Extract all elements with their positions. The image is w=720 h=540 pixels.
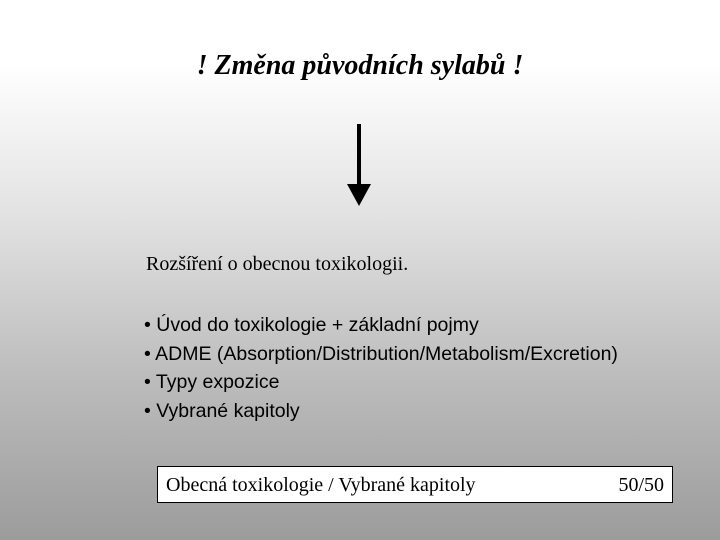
footer-label: Obecná toxikologie / Vybrané kapitoly (166, 474, 476, 496)
down-arrow-icon (344, 124, 374, 206)
bullet-item: • Typy expozice (144, 371, 280, 393)
intro-text: Rozšíření o obecnou toxikologii. (146, 253, 409, 275)
bullet-item: • ADME (Absorption/Distribution/Metabolism/Excretion) (144, 342, 618, 365)
bullet-list (144, 311, 618, 425)
slide-title: ! Změna původních sylabů ! (196, 50, 524, 81)
bullet-item: • Úvod do toxikologie + základní pojmy (144, 314, 479, 336)
page-number: 50/50 (618, 474, 664, 496)
footer-box (157, 466, 673, 503)
bullet-item: • Vybrané kapitoly (144, 399, 300, 422)
